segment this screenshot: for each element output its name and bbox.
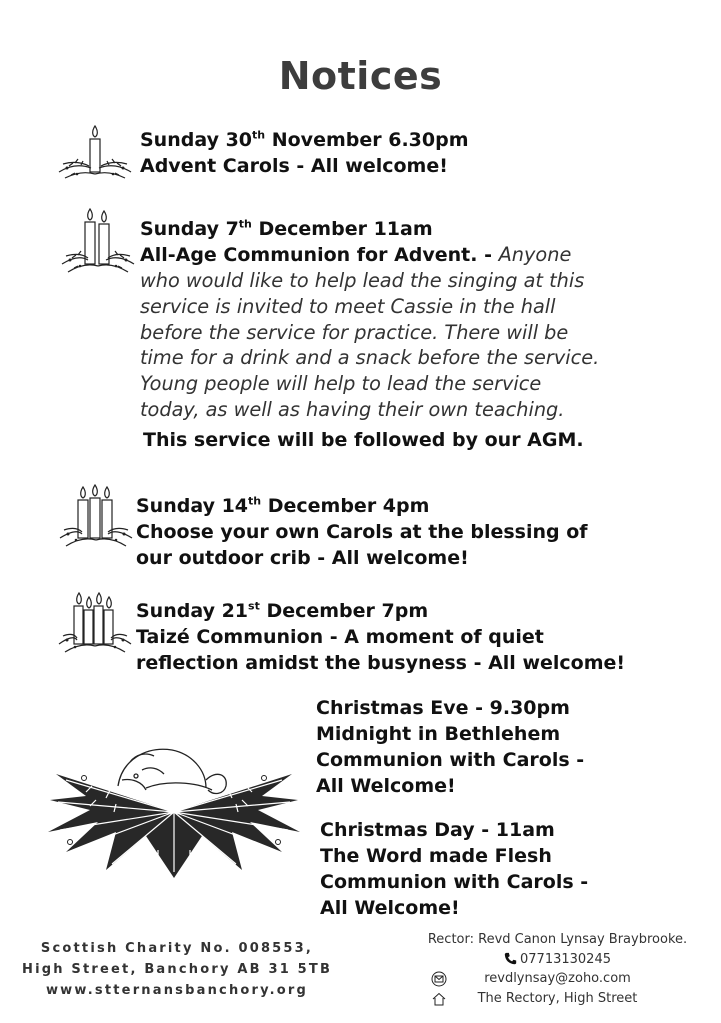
rector-name: Rector: Revd Canon Lynsay Braybrooke. — [427, 932, 688, 947]
christmas-eve-line: All Welcome! — [316, 775, 456, 797]
notice-3-line: our outdoor crib - All welcome! — [136, 547, 469, 569]
christmas-eve-line: Midnight in Bethlehem — [316, 723, 561, 745]
notice-2-body-line: time for a drink and a snack before the service. — [140, 346, 600, 370]
candle-3-icon — [56, 484, 136, 552]
candle-1-icon — [55, 122, 135, 184]
notice-2-date: Sunday 7th December 11am — [140, 217, 433, 240]
christmas-day-line: The Word made Flesh — [320, 845, 552, 867]
christmas-day-line: Christmas Day - 11am — [320, 819, 555, 841]
charity-address: High Street, Banchory AB 31 5TB — [22, 962, 333, 977]
candle-4-icon — [55, 590, 135, 658]
home-icon — [431, 991, 447, 1007]
notice-2-body-line: today, as well as having their own teaching. — [140, 397, 565, 421]
charity-info — [22, 938, 332, 1001]
home-address: The Rectory, High Street — [477, 990, 638, 1006]
phone-number[interactable]: 07713130245 — [520, 951, 611, 967]
notice-4-date: Sunday 21st December 7pm — [136, 599, 429, 622]
christmas-eve-line: Christmas Eve - 9.30pm — [316, 697, 570, 719]
notice-2-body-first: Anyone — [498, 243, 572, 266]
notice-2-body-line: before the service for practice. There will be — [140, 320, 569, 344]
phone-icon — [504, 952, 517, 965]
rector-contact — [415, 930, 700, 1008]
notice-2-footer: This service will be followed by our AGM. — [143, 429, 584, 451]
notice-3-line: Choose your own Carols at the blessing of — [136, 521, 588, 543]
christmas-eve-line: Communion with Carols - — [316, 749, 585, 771]
page-title: Notices — [278, 54, 443, 98]
notice-2-body-line: who would like to help lead the singing at this — [140, 269, 585, 292]
nativity-baby-icon — [46, 740, 304, 880]
email-icon — [431, 971, 447, 987]
notice-2-heading: All-Age Communion for Advent. - — [140, 244, 499, 266]
notice-4-line: Taizé Communion - A moment of quiet — [136, 626, 544, 648]
candle-2-icon — [58, 206, 138, 278]
notice-1-line: Advent Carols - All welcome! — [140, 155, 448, 177]
phone-row — [415, 950, 700, 970]
notice-3-date: Sunday 14th December 4pm — [136, 494, 430, 517]
christmas-day-line: All Welcome! — [320, 897, 460, 919]
email-row — [415, 969, 700, 989]
website-link[interactable]: www.stternansbanchory.org — [45, 983, 309, 998]
notice-1-date: Sunday 30th November 6.30pm — [140, 128, 469, 151]
email-address[interactable]: revdlynsay@zoho.com — [484, 971, 631, 986]
charity-number: Scottish Charity No. 008553, — [40, 941, 314, 956]
notice-4-line: reflection amidst the busyness - All welcome! — [136, 652, 626, 674]
notice-2-body-line: Young people will help to lead the service — [140, 372, 542, 396]
notice-2-body-line: service is invited to meet Cassie in the hall — [140, 294, 556, 318]
home-row — [415, 989, 700, 1009]
christmas-day-line: Communion with Carols - — [320, 871, 589, 893]
